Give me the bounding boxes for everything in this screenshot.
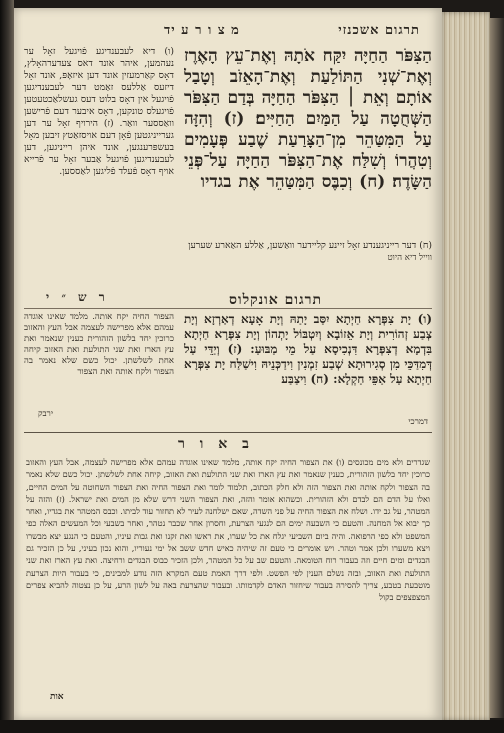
- divider-rule-biur: [24, 432, 432, 433]
- catchword-bottom: אות: [50, 692, 64, 702]
- onkelos-heading: תרגום אונקלוס: [229, 292, 322, 308]
- header-targum-ashkenazi: תרגום אשכנזי: [338, 23, 420, 38]
- book-page: [14, 8, 442, 720]
- biur-heading: ב א ו ר: [178, 436, 254, 452]
- header-parsha-chapter: מ צ ו ר ע יד: [164, 23, 240, 38]
- book-cover-edge: [490, 18, 504, 718]
- page-edges: [442, 12, 490, 720]
- rashi-heading: ר ש ״ י: [46, 290, 109, 304]
- book-binding: [0, 0, 14, 733]
- catchword-onkelos: דמרכי: [408, 417, 428, 427]
- bottom-shadow: [0, 720, 504, 733]
- yiddish-catchword: ווייל דיא היוט: [387, 253, 432, 263]
- yiddish-translation-column: (ו) דיא לעבענדיגע פֿויגעל זאָל ער נעהמען, איהר אונד דאס צעדערהאָלץ, דאָס קאַרמעזין אונד דען איזאָפּ, אונד זאָל דיזעס אַללעס זאַמט דער לעבענדיגען פֿויגעל אין דאָס בלוט דעס געשלאַכטעטען פֿויגעלס טונקען, דאָס איבער דעם פֿרישען וואַססער וואַר. (ז) הירויף זאָל ער דען גערייניגטען פֿאָן דעם אויסזאַטץ זיבען מאָל בעשפּרענגען, אונד איהן רייניגען, דען לעבענדיגען פֿויגעל אַבער זאָל ער פֿרייא אויף דאָס פֿעלד פֿליגען לאַססען.: [24, 46, 174, 177]
- rashi-commentary-block: הצפור החיה יקח אותה. מלמד שאינו אוגדה עמהם אלא מפרישה לעצמה אבל העץ והאזוב כרוכין יחד בלשון הזהורית כענין שנאמר ואת עץ הארז ואת שני התולעת ואת האזוב קיחה אחת לשלשתן. יכול כשם שלא נאמר בה הצפור ולקח אותה ואת הצפור: [24, 312, 174, 377]
- yiddish-translation-continuation: (ח) דער רייניגענדע זאָל זיינע קליידער וואַשען, אַללע האַארע שערען: [188, 240, 432, 251]
- biblical-text-block: הַצִּפֹּר הַחַיָּה יִקַּח אֹתָהּ וְאֶת־עֵץ הָאֶרֶז וְאֶת־שְׁנִי הַתּוֹלַעַת וְאֶת־הָאֵזֹב וְטָבַל אוֹתָם וְאֵת ׀ הַצִּפֹּר הַחַיָּה בְּדַם הַצִּפֹּר הַשְּׁחֻטָה עַל הַמַּיִם הַחַיִּים׃ (ז) וְהִזָּה עַל הַמִּטַּהֵר מִן־הַצָּרַעַת שֶׁבַע פְּעָמִים וְטִהֲרוֹ וְשִׁלַּח אֶת־הַצִּפֹּר הַחַיָּה עַל־פְּנֵי הַשָּׂדֶה׃ (ח) וְכִבֶּס הַמִּטַּהֵר אֶת בגדיו: [184, 46, 432, 192]
- onkelos-text-block: (ו) יָת צִפְּרָא חַיְתָא יִסַּב יָתַהּ וְיָת אָעָא דְאַרְזָא וְיָת צְבַע זְהוֹרִית וְיָת אֵזוֹבָא וְיִטְבּוֹל יָתְהוֹן וְיָת צִפְּרָא חַיְתָא בִּדְמָא דְצִפְּרָא דִּנְכִיסָא עַל מֵי מַבּוּעַ: (ז) וְיַדֵּי עַל דְּמִדַּכֵּי מִן סְגִירוּתָא שְׁבַע זִמְנִין וִידַכְּנֵיהּ וִישַׁלַּח יָת צִפְּרָא חַיְתָא עַל אַפֵּי חַקְלָא: (ח) וִיצַבַּע: [184, 312, 432, 386]
- divider-rule: [24, 308, 432, 309]
- biur-commentary-block: שגדרים ולא מים מכונסים (ו) את הצפור החיה יקח אותה, מלמד שאינו אוגדה עמהם אלא מפרישה לעצמה, אבל העץ והאזוב כרוכין יחד בלשון הזהורית, כענין שנאמר ואת עץ הארז ואת שני התולעת ואת האזוב, קיחה אחת לשלשתן. יכול כשם שלא נאמר בה הצפור ולקח אותה ואת הצפור הזה ולא חלק הכתוב, תלמוד לומר ואת הצפור החיה ואת הצפור השחוטה על המים החיים, ואלו על הדם הם לבדם ולא הזהורית. וכשהוא אומר והזה, ואת הצפור השני דרש שלא מן המים ואת ישראל. (ז) והזה על המטהר, על גב ידו. ושלח את הצפור החיה על פני השדה, שאם ישלחנה לעיר לא תחזור עוד לביתו. וכבס המטהר את בגדיו, ואחר כך יבוא אל המחנה. והטעם כי השבעה ימים הם לנגעי הצרעת, וחסרון אחר שכבר נטהר, ואחר בשבעי וכל המעשים האלה כפי המשפט ולא כפי הרפואה. והיה ביום השביעי יגלח את כל שערו, את ראשו ואת זקנו ואת גבות עיניו, והטעם כי הנגע יצא מבשרו ויצא משערו ולכן אמר וטהר. ויש אומרים כי טעם זה שיהיה כאיש חדש ששב אל ימי נעוריו, והוא נכון בעיני, על כן הזכיר גם הבגדים ומים חיים וזה בעבור רוח הטומאה. והטעם שב על כל המטהר, ולכן הזכיר כבוס הבגדים ורחיצה. ואת עץ הארז ואת שני התולעת ואת האזוב, ובזה נשלם הענין לפי הפשט. ולפי דרך האמת טעם המקרא הזה נודע למבינים, כי בעבור היות הצרעת מוטבעת בטבע, צריך להסירה בעבור שיחזור האדם לקדמותו. ובעבור שהצרעת באה על לשון הרע, על כן נצטוה להביא צפרים המצפצפים בקול: [26, 457, 430, 603]
- catchword-rashi: ירבק: [38, 409, 54, 419]
